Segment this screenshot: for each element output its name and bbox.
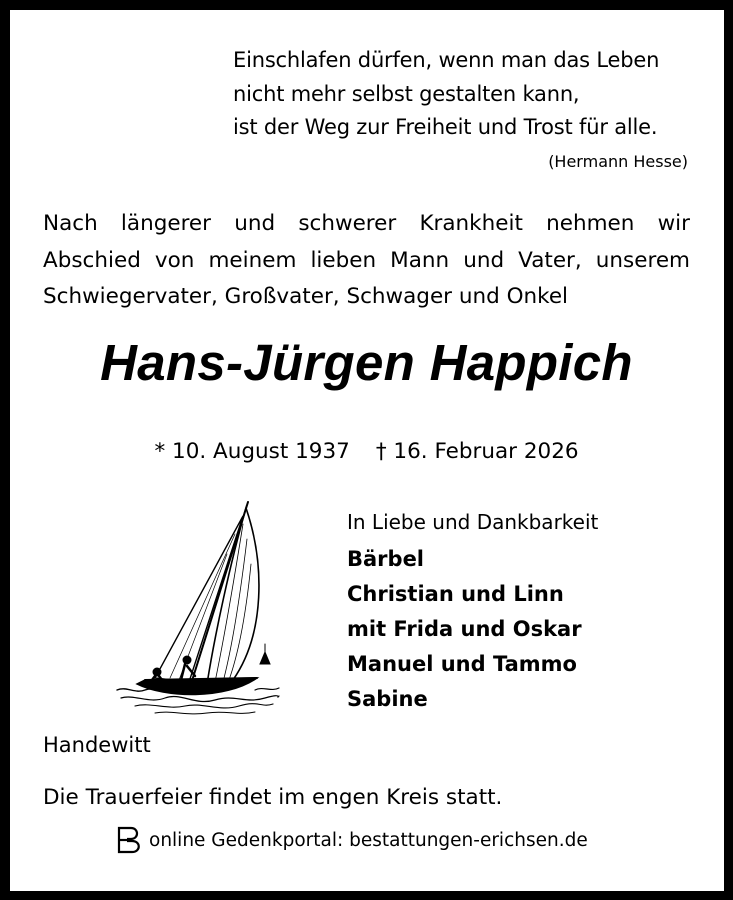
family-member: mit Frida und Oskar	[347, 617, 582, 641]
family-member: Bärbel	[347, 547, 425, 571]
portal-text: online Gedenkportal: bestattungen-erichsen.de	[149, 829, 588, 851]
life-dates	[0, 439, 733, 464]
intro-line: Schwiegervater, Großvater, Schwager und Onkel	[43, 284, 569, 309]
place-name: Handewitt	[43, 733, 151, 757]
intro-line: Nach längerer und schwerer Krankheit nehmen wir	[43, 211, 690, 236]
intro-text	[43, 206, 690, 316]
sailboat-drawing	[115, 494, 280, 719]
death-date: † 16. Februar 2026	[375, 439, 579, 464]
deceased-name: Hans-Jürgen Happich	[100, 334, 633, 391]
quote-author: (Hermann Hesse)	[548, 152, 688, 171]
quote-line: Einschlafen dürfen, wenn man das Leben	[233, 48, 660, 72]
family-member: Sabine	[347, 687, 428, 711]
family-member: Manuel und Tammo	[347, 652, 577, 676]
eb-logo-icon	[117, 826, 143, 854]
quote-block	[233, 44, 703, 145]
funeral-note: Die Trauerfeier findet im engen Kreis statt.	[43, 785, 503, 810]
portal-line	[117, 826, 588, 854]
family-list	[347, 542, 598, 717]
quote-line: ist der Weg zur Freiheit und Trost für alle.	[233, 115, 658, 139]
family-signature	[347, 506, 598, 717]
intro-line: Abschied von meinem lieben Mann und Vater, unserem	[43, 247, 690, 273]
birth-date: * 10. August 1937	[154, 439, 350, 464]
family-member: Christian und Linn	[347, 582, 564, 606]
family-lead: In Liebe und Dankbarkeit	[347, 510, 599, 534]
quote-line: nicht mehr selbst gestalten kann,	[233, 81, 580, 106]
